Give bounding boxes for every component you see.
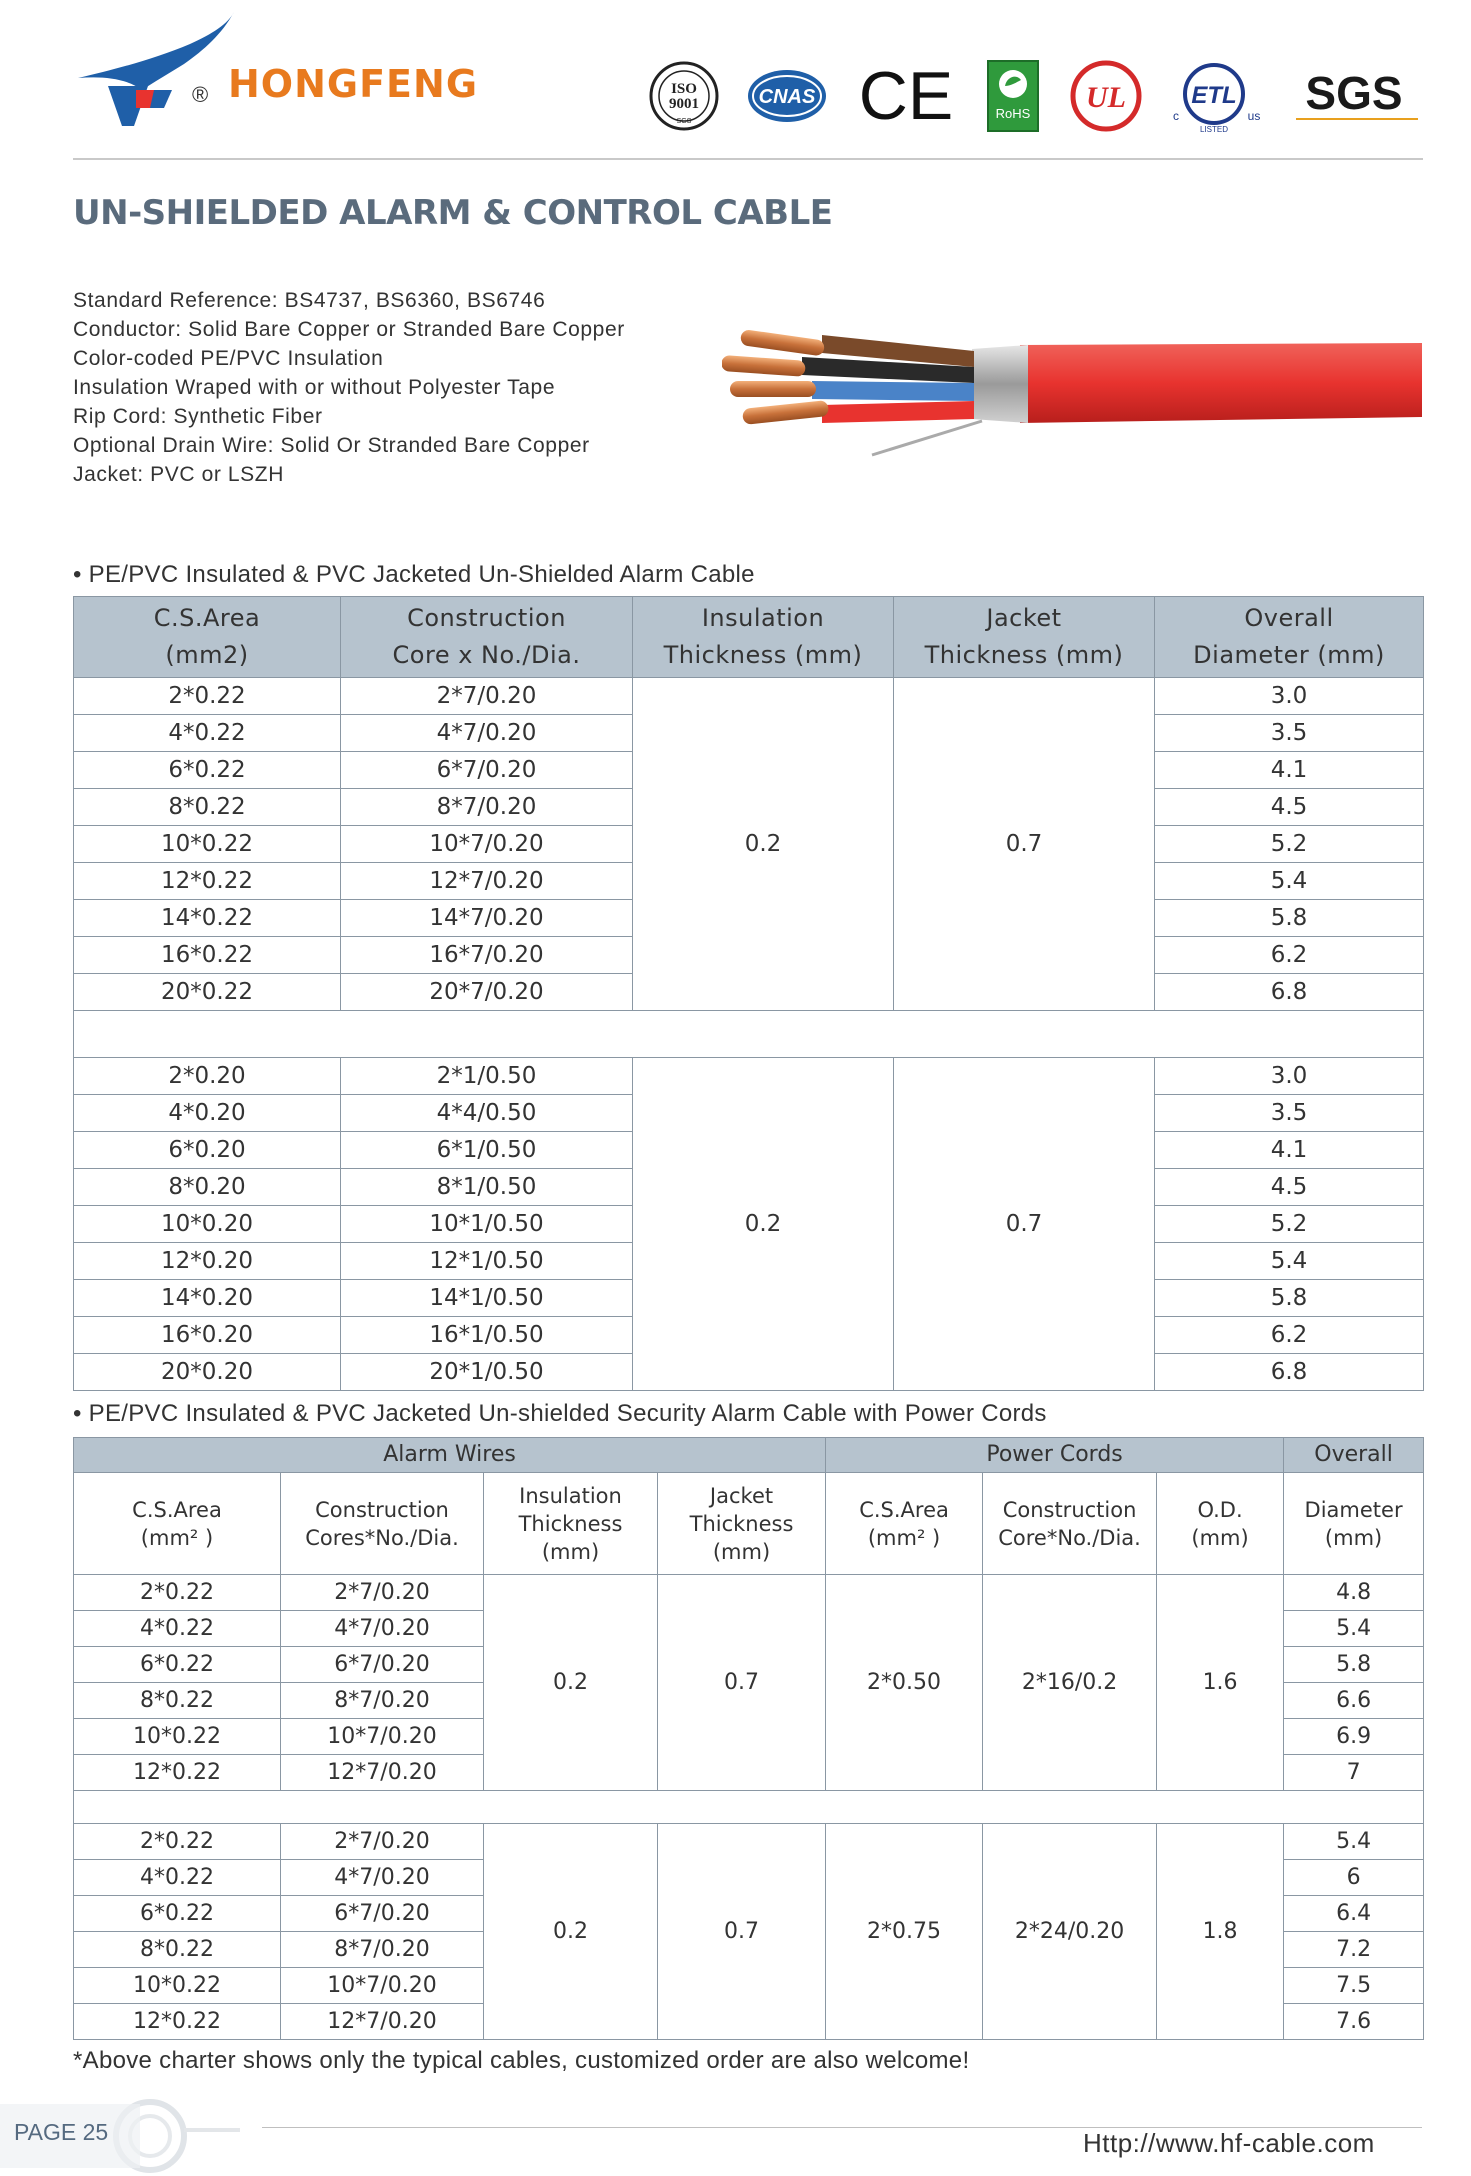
cell-cs-area: 20*0.22 xyxy=(74,974,341,1011)
cell-construction: 2*7/0.20 xyxy=(281,1575,484,1611)
cell-jacket: 0.7 xyxy=(658,1575,826,1791)
ce-text: CE xyxy=(858,61,954,131)
alarm-cable-table xyxy=(73,596,1424,1391)
cell-construction: 20*7/0.20 xyxy=(341,974,633,1011)
spacer-row xyxy=(74,1791,1424,1824)
cell-construction: 8*7/0.20 xyxy=(281,1932,484,1968)
cell-construction: 10*1/0.50 xyxy=(341,1206,633,1243)
cell-construction: 12*7/0.20 xyxy=(341,863,633,900)
cell-cs-area: 2*0.22 xyxy=(74,678,341,715)
cell-overall-diameter: 4.1 xyxy=(1155,1132,1424,1169)
cell-overall-diameter: 6.8 xyxy=(1155,1354,1424,1391)
ul-text: UL xyxy=(1086,81,1126,114)
spacer-cell xyxy=(74,1791,1424,1824)
cell-construction: 4*7/0.20 xyxy=(281,1611,484,1647)
cell-construction: 8*7/0.20 xyxy=(341,789,633,826)
cell-overall-diameter: 3.5 xyxy=(1155,1095,1424,1132)
cell-construction: 4*4/0.50 xyxy=(341,1095,633,1132)
security-cable-table xyxy=(73,1437,1424,2040)
iso-text-1: ISO xyxy=(671,81,697,97)
cell-construction: 10*7/0.20 xyxy=(341,826,633,863)
etl-badge xyxy=(1166,56,1266,136)
cell-construction: 2*7/0.20 xyxy=(341,678,633,715)
cell-overall-diameter: 6.2 xyxy=(1155,937,1424,974)
cell-construction: 14*1/0.50 xyxy=(341,1280,633,1317)
spec-item: Color-coded PE/PVC Insulation xyxy=(73,347,384,370)
cell-cs-area: 12*0.22 xyxy=(74,863,341,900)
cell-cs-area: 2*0.22 xyxy=(74,1575,281,1611)
cell-cs-area: 2*0.20 xyxy=(74,1058,341,1095)
cell-construction: 10*7/0.20 xyxy=(281,1719,484,1755)
col-header: Jacket Thickness (mm) xyxy=(894,597,1155,678)
rohs-text: RoHS xyxy=(995,106,1031,121)
col-header: C.S.Area (mm² ) xyxy=(826,1473,983,1575)
cell-overall-diameter: 6 xyxy=(1284,1860,1424,1896)
cell-construction: 12*7/0.20 xyxy=(281,2004,484,2040)
cell-cs-area: 6*0.22 xyxy=(74,1896,281,1932)
cell-overall-diameter: 4.8 xyxy=(1284,1575,1424,1611)
cell-cs-area: 6*0.22 xyxy=(74,1647,281,1683)
footnote: *Above charter shows only the typical cables, customized order are also welcome! xyxy=(73,2047,970,2074)
cable-illustration xyxy=(722,305,1422,480)
cell-cs-area: 16*0.22 xyxy=(74,937,341,974)
iso-text-2: 9001 xyxy=(669,96,699,112)
cell-overall-diameter: 4.5 xyxy=(1155,1169,1424,1206)
ul-badge xyxy=(1068,56,1144,136)
cell-construction: 4*7/0.20 xyxy=(341,715,633,752)
col-header: C.S.Area (mm² ) xyxy=(74,1473,281,1575)
cell-overall-diameter: 6.2 xyxy=(1155,1317,1424,1354)
cell-overall-diameter: 7.2 xyxy=(1284,1932,1424,1968)
cell-power-cs-area: 2*0.50 xyxy=(826,1575,983,1791)
cell-cs-area: 10*0.22 xyxy=(74,1968,281,2004)
cell-cs-area: 4*0.20 xyxy=(74,1095,341,1132)
cell-power-od: 1.6 xyxy=(1157,1575,1284,1791)
col-header: Diameter (mm) xyxy=(1284,1473,1424,1575)
registered-mark: ® xyxy=(192,82,209,107)
spec-item: Standard Reference: BS4737, BS6360, BS6746 xyxy=(73,289,546,312)
sgs-badge xyxy=(1290,56,1424,136)
cell-cs-area: 2*0.22 xyxy=(74,1824,281,1860)
cell-jacket: 0.7 xyxy=(894,1058,1155,1391)
cell-construction: 10*7/0.20 xyxy=(281,1968,484,2004)
cell-power-construction: 2*16/0.2 xyxy=(983,1575,1157,1791)
cell-insulation: 0.2 xyxy=(484,1575,658,1791)
iso-text-3: SGS xyxy=(676,118,692,125)
cell-construction: 4*7/0.20 xyxy=(281,1860,484,1896)
spec-item: Optional Drain Wire: Solid Or Stranded Bare Copper xyxy=(73,434,590,457)
cell-overall-diameter: 6.9 xyxy=(1284,1719,1424,1755)
group-header-overall: Overall xyxy=(1284,1438,1424,1473)
col-header: O.D. (mm) xyxy=(1157,1473,1284,1575)
cell-cs-area: 6*0.22 xyxy=(74,752,341,789)
cell-cs-area: 10*0.22 xyxy=(74,826,341,863)
cell-construction: 6*7/0.20 xyxy=(281,1647,484,1683)
rohs-badge xyxy=(986,56,1040,136)
cnas-text: CNAS xyxy=(758,86,816,108)
cell-cs-area: 14*0.20 xyxy=(74,1280,341,1317)
cell-cs-area: 20*0.20 xyxy=(74,1354,341,1391)
cell-cs-area: 6*0.20 xyxy=(74,1132,341,1169)
cell-overall-diameter: 5.4 xyxy=(1155,863,1424,900)
cell-construction: 16*1/0.50 xyxy=(341,1317,633,1354)
cell-overall-diameter: 5.8 xyxy=(1155,1280,1424,1317)
cell-cs-area: 4*0.22 xyxy=(74,715,341,752)
table-row xyxy=(74,1575,1424,1611)
cell-overall-diameter: 7 xyxy=(1284,1755,1424,1791)
cell-cs-area: 8*0.22 xyxy=(74,789,341,826)
cell-construction: 8*7/0.20 xyxy=(281,1683,484,1719)
page-title: UN-SHIELDED ALARM & CONTROL CABLE xyxy=(73,193,833,233)
spec-item: Jacket: PVC or LSZH xyxy=(73,463,284,486)
etl-c-text: c xyxy=(1173,109,1179,123)
spec-list xyxy=(73,286,625,489)
cell-overall-diameter: 7.5 xyxy=(1284,1968,1424,2004)
cell-insulation: 0.2 xyxy=(484,1824,658,2040)
cell-overall-diameter: 6.6 xyxy=(1284,1683,1424,1719)
etl-us-text: us xyxy=(1247,109,1261,123)
cell-construction: 6*7/0.20 xyxy=(341,752,633,789)
cell-construction: 16*7/0.20 xyxy=(341,937,633,974)
cell-cs-area: 12*0.22 xyxy=(74,1755,281,1791)
cell-construction: 8*1/0.50 xyxy=(341,1169,633,1206)
page-number: PAGE 25 xyxy=(14,2119,109,2145)
cell-cs-area: 8*0.20 xyxy=(74,1169,341,1206)
cell-overall-diameter: 3.0 xyxy=(1155,1058,1424,1095)
cell-power-od: 1.8 xyxy=(1157,1824,1284,2040)
cell-overall-diameter: 6.4 xyxy=(1284,1896,1424,1932)
company-logo xyxy=(72,8,242,133)
cell-construction: 12*7/0.20 xyxy=(281,1755,484,1791)
col-header: Construction Core*No./Dia. xyxy=(983,1473,1157,1575)
cell-cs-area: 4*0.22 xyxy=(74,1611,281,1647)
website-link[interactable]: Http://www.hf-cable.com xyxy=(1083,2128,1375,2158)
sgs-text: SGS xyxy=(1305,67,1403,119)
cell-cs-area: 10*0.20 xyxy=(74,1206,341,1243)
cell-insulation: 0.2 xyxy=(633,678,894,1011)
section-title-2: • PE/PVC Insulated & PVC Jacketed Un-shielded Security Alarm Cable with Power Cords xyxy=(73,1400,1047,1427)
col-header: Insulation Thickness (mm) xyxy=(633,597,894,678)
table-row xyxy=(74,678,1424,715)
cell-overall-diameter: 3.0 xyxy=(1155,678,1424,715)
etl-text: ETL xyxy=(1191,82,1237,109)
cell-power-cs-area: 2*0.75 xyxy=(826,1824,983,2040)
cell-construction: 14*7/0.20 xyxy=(341,900,633,937)
table-row xyxy=(74,1824,1424,1860)
cell-cs-area: 10*0.22 xyxy=(74,1719,281,1755)
brand-name: HONGFENG xyxy=(228,62,479,106)
cell-insulation: 0.2 xyxy=(633,1058,894,1391)
spacer-row xyxy=(74,1011,1424,1058)
cell-cs-area: 8*0.22 xyxy=(74,1683,281,1719)
col-header: Jacket Thickness (mm) xyxy=(658,1473,826,1575)
cell-construction: 6*1/0.50 xyxy=(341,1132,633,1169)
cell-cs-area: 12*0.20 xyxy=(74,1243,341,1280)
col-header: Overall Diameter (mm) xyxy=(1155,597,1424,678)
col-header: Construction Core x No./Dia. xyxy=(341,597,633,678)
col-header: C.S.Area (mm2) xyxy=(74,597,341,678)
cell-cs-area: 14*0.22 xyxy=(74,900,341,937)
cell-construction: 6*7/0.20 xyxy=(281,1896,484,1932)
group-header-power: Power Cords xyxy=(826,1438,1284,1473)
col-header: Construction Cores*No./Dia. xyxy=(281,1473,484,1575)
section-title-1: • PE/PVC Insulated & PVC Jacketed Un-Shielded Alarm Cable xyxy=(73,561,755,588)
cell-jacket: 0.7 xyxy=(658,1824,826,2040)
cell-overall-diameter: 5.4 xyxy=(1284,1824,1424,1860)
cell-power-construction: 2*24/0.20 xyxy=(983,1824,1157,2040)
cell-overall-diameter: 5.8 xyxy=(1155,900,1424,937)
cell-cs-area: 12*0.22 xyxy=(74,2004,281,2040)
ce-mark xyxy=(858,56,954,136)
cell-cs-area: 16*0.20 xyxy=(74,1317,341,1354)
cell-overall-diameter: 5.2 xyxy=(1155,1206,1424,1243)
spacer-cell xyxy=(74,1011,1424,1058)
spec-item: Rip Cord: Synthetic Fiber xyxy=(73,405,323,428)
cell-overall-diameter: 7.6 xyxy=(1284,2004,1424,2040)
cell-construction: 2*7/0.20 xyxy=(281,1824,484,1860)
table-row xyxy=(74,1058,1424,1095)
iso-9001-badge xyxy=(646,56,722,136)
cnas-badge xyxy=(744,56,830,136)
col-header: Insulation Thickness (mm) xyxy=(484,1473,658,1575)
cell-cs-area: 8*0.22 xyxy=(74,1932,281,1968)
spec-item: Conductor: Solid Bare Copper or Stranded Bare Copper xyxy=(73,318,625,341)
etl-listed-text: LISTED xyxy=(1199,125,1229,134)
cell-jacket: 0.7 xyxy=(894,678,1155,1011)
cell-overall-diameter: 5.2 xyxy=(1155,826,1424,863)
cell-overall-diameter: 3.5 xyxy=(1155,715,1424,752)
header-divider xyxy=(73,158,1423,160)
group-header-alarm: Alarm Wires xyxy=(74,1438,826,1473)
cell-construction: 20*1/0.50 xyxy=(341,1354,633,1391)
cell-overall-diameter: 5.4 xyxy=(1284,1611,1424,1647)
cell-construction: 12*1/0.50 xyxy=(341,1243,633,1280)
cell-overall-diameter: 6.8 xyxy=(1155,974,1424,1011)
cell-overall-diameter: 4.1 xyxy=(1155,752,1424,789)
cell-overall-diameter: 5.4 xyxy=(1155,1243,1424,1280)
cell-construction: 2*1/0.50 xyxy=(341,1058,633,1095)
spec-item: Insulation Wraped with or without Polyester Tape xyxy=(73,376,556,399)
cell-overall-diameter: 4.5 xyxy=(1155,789,1424,826)
cell-cs-area: 4*0.22 xyxy=(74,1860,281,1896)
cell-overall-diameter: 5.8 xyxy=(1284,1647,1424,1683)
